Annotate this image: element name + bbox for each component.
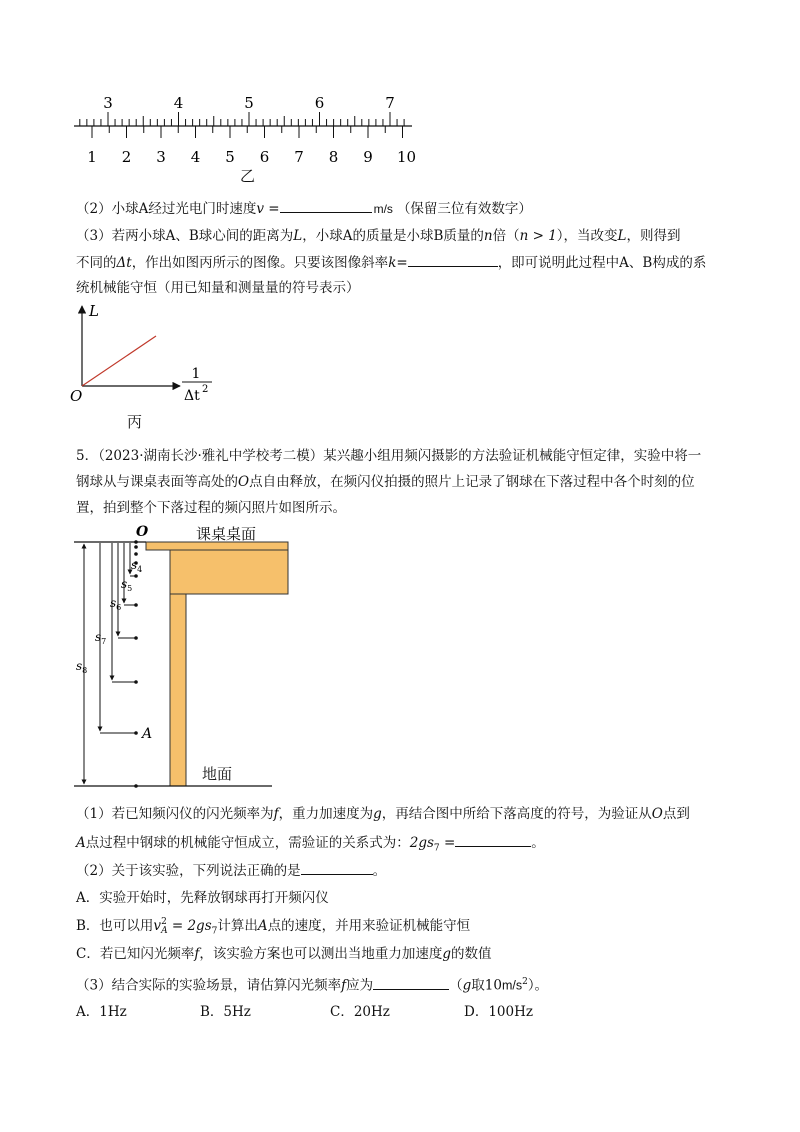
graph-bing — [64, 300, 224, 410]
option-A-text: A．实验开始时，先释放钢球再打开频闪仪 — [76, 890, 329, 906]
q5-1-text: ，重力加速度为 — [278, 806, 374, 822]
option-C-text: 的数值 — [451, 946, 492, 962]
v-sup: 2 — [161, 916, 167, 927]
var-f: f — [273, 806, 279, 822]
option-A[interactable] — [76, 888, 329, 908]
option-B-expr: = 2gs — [167, 918, 212, 934]
ball — [134, 545, 138, 549]
x-axis-label-denominator: Δt — [184, 388, 200, 404]
data-line — [82, 336, 156, 386]
answer-blank[interactable] — [373, 975, 449, 990]
main-scale-labels — [103, 94, 395, 112]
figure-caption-yi: 乙 — [240, 167, 256, 185]
q5-1-line-1 — [76, 804, 690, 824]
question-2 — [76, 198, 532, 219]
option-100hz[interactable]: D．100Hz — [464, 1004, 533, 1020]
q5-1-line-2 — [76, 832, 545, 859]
vernier-scale-labels — [87, 148, 416, 166]
desk-leg — [170, 594, 186, 786]
q3-L: L — [617, 228, 627, 244]
main-scale-label: 3 — [103, 94, 113, 112]
vernier-scale-label: 2 — [121, 148, 132, 166]
x-axis-label-numerator: 1 — [191, 366, 201, 382]
q3-text: （3）若两小球A、B球心间的距离为 — [76, 228, 294, 244]
question-3-line-2 — [76, 252, 706, 273]
option-C-text: ，该实验方案也可以测出当地重力加速度 — [199, 946, 443, 962]
answer-blank[interactable] — [455, 832, 531, 847]
ball — [134, 552, 138, 556]
problem-5-line-1 — [76, 446, 701, 466]
option-C[interactable] — [76, 944, 492, 964]
label-s5: $s_5$ — [121, 577, 133, 593]
vernier-scale-label: 9 — [363, 148, 373, 166]
q5-3-stem — [76, 972, 548, 996]
desk-surface-label: 课桌桌面 — [196, 525, 257, 543]
q5-3-text: 应为 — [346, 977, 374, 994]
figure-caption-bing: 丙 — [127, 413, 143, 431]
q3-text: = — [396, 255, 408, 271]
strobe-photo-figure — [60, 520, 320, 800]
option-B-text: B．也可以用 — [76, 918, 154, 934]
q5-1-text: 点到 — [662, 806, 690, 822]
question-3-line-3 — [76, 278, 360, 298]
label-s4: $s_4$ — [131, 558, 143, 574]
var-f: f — [194, 946, 200, 962]
ground-label: 地面 — [202, 765, 233, 783]
question-3-line-1 — [76, 226, 681, 246]
vernier-scale-label: 10 — [396, 148, 417, 166]
main-scale-label: 7 — [385, 94, 395, 112]
y-axis-label: L — [89, 302, 99, 320]
ball — [134, 540, 138, 544]
label-s8: $s_8$ — [76, 659, 88, 675]
q2-unit: m/s — [373, 202, 393, 216]
q3-n-condition: n > 1 — [519, 228, 557, 244]
distance-arrows — [84, 543, 136, 784]
option-1hz[interactable]: A．1Hz — [76, 1004, 127, 1020]
q2-eq: = — [263, 201, 280, 217]
q3-text: 不同的 — [76, 255, 117, 271]
main-scale-label: 4 — [173, 94, 184, 112]
problem-5-line-2 — [76, 472, 695, 492]
q3-k: k — [388, 255, 397, 271]
strobe-balls — [134, 540, 138, 788]
p5-text: 置，拍到整个下落过程的频闪照片如图所示。 — [76, 500, 346, 516]
q5-3-text: 取10 — [471, 977, 502, 994]
option-B-expr-sub: 7 — [211, 926, 218, 937]
p5-text: 点自由释放，在频闪仪拍摄的照片上记录了钢球在下落过程中各个时刻的位 — [249, 474, 695, 490]
option-C-text: C．若已知闪光频率 — [76, 946, 195, 962]
point-A-label: A — [142, 726, 153, 742]
var-g: g — [442, 946, 451, 962]
problem-5-line-3 — [76, 498, 346, 518]
label-s7: $s_7$ — [95, 630, 107, 646]
option-B[interactable] — [76, 916, 470, 942]
expression-subscript: 7 — [433, 843, 440, 854]
q5-3-text: （ — [449, 977, 463, 994]
q5-1-text: （1）若已知频闪仪的闪光频率为 — [76, 806, 274, 822]
option-20hz[interactable]: C．20Hz — [330, 1004, 390, 1020]
main-scale-label: 6 — [314, 94, 325, 112]
q5-3-text: （3）结合实际的实验场景，请估算闪光频率 — [76, 977, 342, 994]
answer-blank[interactable] — [280, 198, 372, 213]
var-g: g — [373, 806, 382, 822]
desk-panel — [170, 550, 288, 594]
q5-1-text: 点过程中钢球的机械能守恒成立，需验证的关系式为： — [85, 835, 410, 851]
option-B-text: 计算出 — [217, 918, 258, 934]
q5-2-stem — [76, 860, 386, 881]
q3-n: n — [483, 228, 493, 244]
q3-text: 倍（ — [492, 228, 520, 244]
x-axis-label-exponent: 2 — [202, 384, 209, 395]
q5-3-text: ）。 — [527, 977, 549, 994]
q5-2-text: （2）关于该实验，下列说法正确的是 — [76, 863, 301, 879]
unit-exponent: 2 — [522, 977, 528, 987]
q3-delta-t: Δt — [116, 255, 132, 271]
vernier-scale-label: 1 — [87, 148, 97, 166]
vernier-scale-label: 4 — [190, 148, 201, 166]
vernier-ticks — [80, 112, 404, 138]
q2-var: v — [256, 201, 264, 217]
q3-text: ，则得到 — [626, 228, 681, 244]
q3-L: L — [293, 228, 303, 244]
q3-text: ，作出如图丙所示的图像。只要该图像斜率 — [131, 255, 389, 271]
var-A: A — [257, 918, 268, 934]
vernier-scale-label: 5 — [225, 148, 235, 166]
unit: m/s — [501, 978, 523, 993]
var-f: f — [341, 977, 347, 994]
q3-text: ，小球A的质量是小球B质量的 — [302, 228, 484, 244]
q3-text: ），当改变 — [556, 228, 618, 244]
option-B-text: 点的速度，并用来验证机械能守恒 — [267, 918, 471, 934]
var-A: A — [76, 835, 86, 851]
q5-1-text: 。 — [531, 835, 545, 851]
q2-note: （保留三位有效数字） — [396, 201, 532, 217]
ball — [134, 784, 138, 788]
label-s6: $s_6$ — [110, 596, 122, 612]
var-v: v — [153, 918, 162, 934]
vernier-scale-label: 7 — [294, 148, 304, 166]
q3-text: 统机械能守恒（用已知量和测量量的符号表示） — [76, 280, 360, 296]
vernier-scale-label: 3 — [156, 148, 166, 166]
q5-2-text: 。 — [372, 863, 387, 879]
expression: 2gs — [409, 835, 434, 851]
p5-text: 钢球从与课桌表面等高处的 — [76, 474, 238, 490]
q2-prefix: （2）小球A经过光电门时速度 — [76, 201, 257, 217]
p5-text: 5．（2023·湖南长沙·雅礼中学校考二模）某兴趣小组用频闪摄影的方法验证机械能守恒定律，实验中将一 — [76, 448, 702, 464]
q5-1-text: ，再结合图中所给下落高度的符号，为验证从 — [381, 806, 652, 822]
var-g: g — [462, 977, 472, 994]
origin-label: O — [70, 387, 83, 405]
q3-text: ，即可说明此过程中A、B构成的系 — [497, 255, 707, 271]
vernier-scale-label: 8 — [328, 148, 339, 166]
point-O-label: O — [136, 524, 149, 540]
answer-blank[interactable] — [301, 860, 373, 875]
q5-1-eq: = — [439, 835, 456, 851]
option-5hz[interactable]: B．5Hz — [200, 1004, 251, 1020]
var-O: O — [651, 806, 663, 822]
v-sub: A — [161, 925, 168, 936]
vernier-scale-label: 6 — [259, 148, 270, 166]
answer-blank[interactable] — [408, 252, 498, 267]
main-scale-label: 5 — [244, 94, 254, 112]
p5-O: O — [238, 474, 250, 490]
